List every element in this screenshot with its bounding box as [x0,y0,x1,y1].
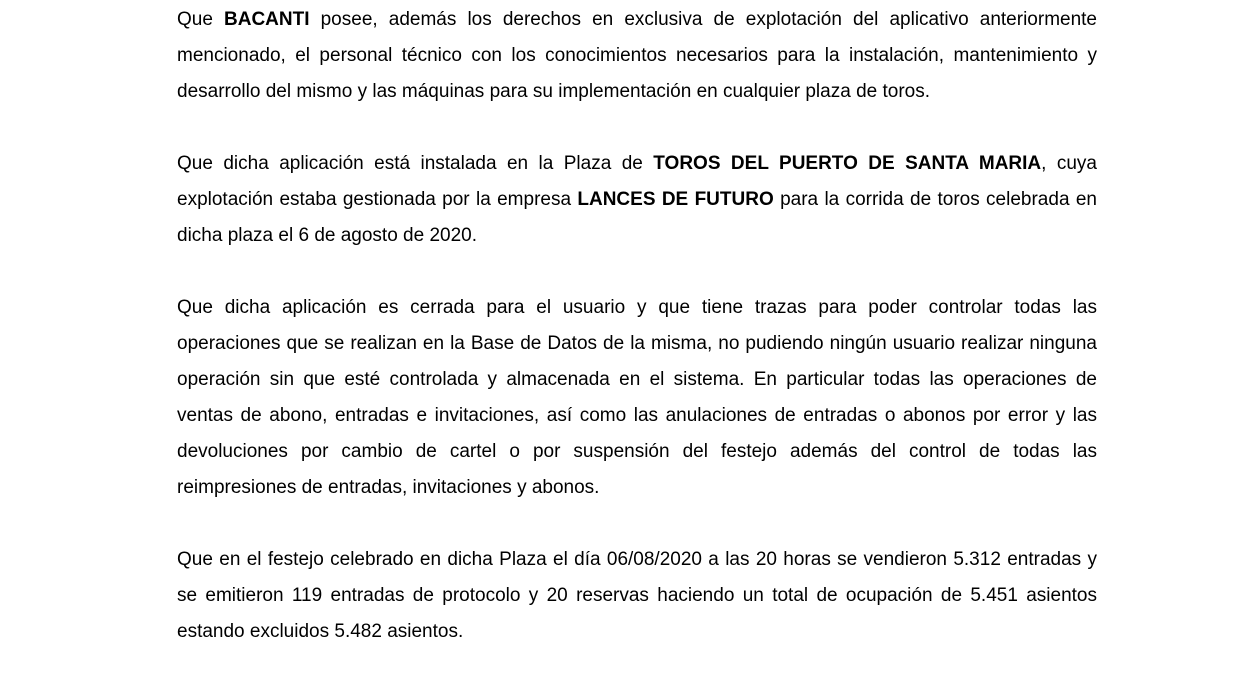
text-segment: Que dicha aplicación está instalada en la Plaza de [177,153,654,174]
text-segment: para la corrida de toros celebrada en dicha plaza el 6 de agosto de 2020. [177,189,1097,246]
paragraph-installation [177,146,1097,254]
paragraph-bacanti-rights [177,2,1097,110]
text-segment: Que [177,9,225,30]
company-name-lances: LANCES DE FUTURO [577,189,774,210]
company-name-bacanti: BACANTI [224,9,310,30]
paragraph-event-occupancy [177,542,1097,650]
document-body [177,2,1097,650]
text-segment: posee, además los derechos en exclusiva de explotación del aplicativo anteriormente mencionado, el personal técnico con los conocimientos necesarios para la instalación, mantenimiento y desarrollo del mismo y las máquinas para su implementación en cualquier plaza de toros. [177,9,1097,102]
paragraph-closed-application [177,290,1097,506]
venue-name: TOROS DEL PUERTO DE SANTA MARIA [653,153,1042,174]
text-segment: , cuya explotación estaba gestionada por la empresa [177,153,1097,210]
text-segment: Que dicha aplicación es cerrada para el usuario y que tiene trazas para poder controlar todas las operaciones que se realizan en la Base de Datos de la misma, no pudiendo ningún usuario realizar ninguna operación sin que esté controlada y almacenada en el sistema. En particular todas las operaciones de ventas de abono, entradas e invitaciones, así como las anulaciones de entradas o abonos por error y las devoluciones por cambio de cartel o por suspensión del festejo además del control de todas las reimpresiones de entradas, invitaciones y abonos. [177,297,1097,498]
text-segment: Que en el festejo celebrado en dicha Plaza el día 06/08/2020 a las 20 horas se vendieron 5.312 entradas y se emitieron 119 entradas de protocolo y 20 reservas haciendo un total de ocupación de 5.451 asientos estando excluidos 5.482 asientos. [177,549,1097,642]
